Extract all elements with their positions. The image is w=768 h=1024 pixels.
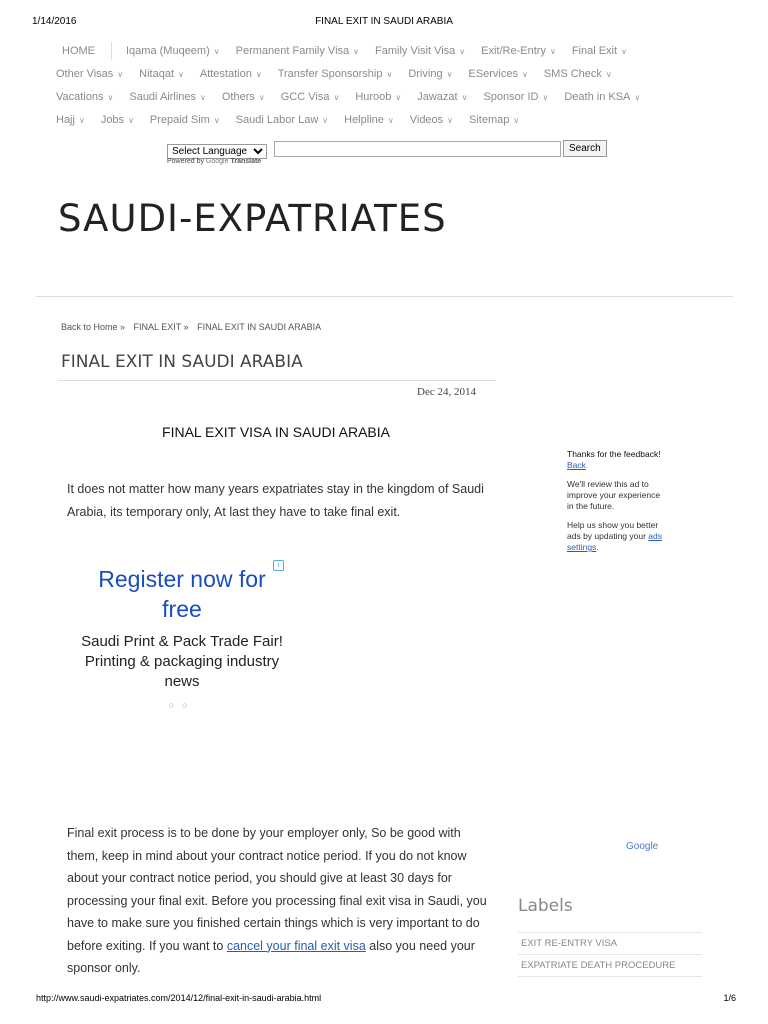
label-item-exit-reentry-visa[interactable]: EXIT RE-ENTRY VISA bbox=[518, 932, 702, 954]
chevron-down-icon: ∨ bbox=[200, 93, 206, 102]
search-input[interactable] bbox=[274, 141, 561, 157]
nav-item-videos[interactable] bbox=[410, 109, 453, 132]
chevron-down-icon: ∨ bbox=[322, 116, 329, 125]
feedback-help-text bbox=[567, 520, 667, 553]
nav-item-death-in-ksa[interactable] bbox=[564, 86, 640, 109]
chevron-down-icon: ∨ bbox=[255, 70, 262, 79]
nav-item-label: HOME bbox=[62, 45, 95, 57]
chevron-down-icon: ∨ bbox=[605, 70, 612, 79]
paragraph-text: also you need your sponsor only. bbox=[67, 938, 475, 975]
chevron-down-icon: ∨ bbox=[446, 70, 453, 79]
nav-item-exit-reentry[interactable] bbox=[481, 40, 556, 63]
google-wordmark: Google bbox=[205, 158, 229, 165]
ad-headline[interactable]: Register now for free bbox=[98, 566, 266, 622]
chevron-down-icon: ∨ bbox=[213, 47, 220, 56]
chevron-down-icon: ∨ bbox=[353, 47, 359, 56]
nav-item-other-visas[interactable] bbox=[56, 63, 123, 86]
nav-item-vacations[interactable] bbox=[56, 86, 113, 109]
nav-item-label: Jawazat bbox=[417, 91, 458, 103]
breadcrumb bbox=[61, 322, 327, 332]
nav-item-label: Hajj bbox=[56, 114, 75, 126]
nav-item-label: Saudi Labor Law bbox=[235, 114, 319, 126]
nav-item-label: Helpline bbox=[344, 114, 384, 126]
nav-item-label: Vacations bbox=[56, 91, 104, 103]
header-divider bbox=[36, 296, 733, 297]
nav-item-label: EServices bbox=[468, 68, 518, 80]
title-divider bbox=[58, 380, 496, 381]
powered-by-google bbox=[167, 158, 261, 165]
feedback-thanks-text: Thanks for the feedback! bbox=[567, 449, 661, 459]
nav-item-saudi-airlines[interactable] bbox=[129, 86, 206, 109]
chevron-down-icon: ∨ bbox=[213, 116, 220, 125]
print-date: 1/14/2016 bbox=[32, 16, 77, 27]
nav-item-attestation[interactable] bbox=[200, 63, 262, 86]
translate-widget bbox=[167, 141, 601, 159]
feedback-review-text: We'll review this ad to improve your experience in the future. bbox=[567, 479, 661, 511]
nav-item-hajj[interactable] bbox=[56, 109, 85, 132]
nav-item-label: Sponsor ID bbox=[483, 91, 539, 103]
search-button[interactable]: Search bbox=[563, 140, 607, 157]
nav-item-label: Death in KSA bbox=[564, 91, 631, 103]
nav-item-label: Huroob bbox=[355, 91, 392, 103]
article-paragraph: It does not matter how many years expatriates stay in the kingdom of Saudi Arabia, its temporary only, At last they have to take final exit. bbox=[67, 482, 484, 519]
nav-item-label: GCC Visa bbox=[280, 91, 330, 103]
nav-item-label: Others bbox=[221, 91, 255, 103]
nav-item-jawazat[interactable] bbox=[417, 86, 467, 109]
chevron-down-icon: ∨ bbox=[387, 116, 394, 125]
nav-item-label: Jobs bbox=[100, 114, 125, 126]
nav-item-label: Final Exit bbox=[571, 45, 618, 57]
nav-item-label: Nitaqat bbox=[139, 68, 174, 80]
labels-list bbox=[518, 932, 702, 977]
chevron-down-icon: ∨ bbox=[107, 93, 114, 102]
nav-item-sitemap[interactable] bbox=[469, 109, 519, 132]
chevron-down-icon: ∨ bbox=[395, 93, 402, 102]
nav-item-label: Videos bbox=[409, 114, 444, 126]
powered-by-label: Powered by bbox=[167, 158, 204, 165]
post-date: Dec 24, 2014 bbox=[417, 386, 476, 398]
nav-item-label: Transfer Sponsorship bbox=[277, 68, 383, 80]
nav-item-label: Prepaid Sim bbox=[149, 114, 210, 126]
nav-item-driving[interactable] bbox=[408, 63, 452, 86]
nav-item-eservices[interactable] bbox=[468, 63, 527, 86]
feedback-thanks bbox=[567, 449, 667, 471]
chevron-down-icon: ∨ bbox=[542, 93, 549, 102]
nav-item-final-exit[interactable] bbox=[572, 40, 627, 63]
nav-item-gcc-visa[interactable] bbox=[281, 86, 340, 109]
nav-item-huroob[interactable] bbox=[355, 86, 401, 109]
google-logo: Google bbox=[626, 841, 659, 852]
feedback-help-end: . bbox=[596, 542, 599, 552]
nav-item-label: SMS Check bbox=[543, 68, 602, 80]
chevron-down-icon: ∨ bbox=[447, 116, 454, 125]
chevron-down-icon: ∨ bbox=[621, 47, 627, 56]
ad-feedback-panel bbox=[567, 449, 667, 561]
labels-title: Labels bbox=[518, 896, 573, 916]
nav-item-label: Iqama (Muqeem) bbox=[126, 45, 210, 57]
paragraph-text: Final exit process is to be done by your employer only, So be good with them, keep in mind about your contract notice period. If you do not know about your contract notice period, you should give at least 30 days for processing your final exit. Before you processing final exit visa in Saudi, you have to make sure you finished certain things which is very important to do before exiting. If you want to bbox=[67, 826, 487, 953]
cancel-final-exit-link[interactable]: cancel your final exit visa bbox=[226, 938, 366, 953]
chevron-down-icon: ∨ bbox=[549, 47, 556, 56]
label-item-expatriate-death-procedure[interactable]: EXPATRIATE DEATH PROCEDURE bbox=[518, 954, 702, 977]
print-title: FINAL EXIT IN SAUDI ARABIA bbox=[315, 16, 453, 27]
chevron-down-icon: ∨ bbox=[513, 116, 520, 125]
translate-link[interactable]: Translate bbox=[230, 158, 262, 165]
breadcrumb-home-link[interactable]: Back to Home » bbox=[61, 322, 126, 332]
site-title[interactable]: SAUDI-EXPATRIATES bbox=[58, 197, 447, 240]
nav-item-label: Family Visit Visa bbox=[375, 45, 456, 57]
language-select[interactable] bbox=[167, 144, 267, 159]
nav-item-sponsor-id[interactable] bbox=[483, 86, 548, 109]
chevron-down-icon: ∨ bbox=[333, 93, 340, 102]
post-title: FINAL EXIT IN SAUDI ARABIA bbox=[61, 352, 303, 372]
feedback-back-link[interactable]: Back bbox=[567, 460, 586, 470]
article-paragraph bbox=[67, 822, 487, 980]
article-heading: FINAL EXIT VISA IN SAUDI ARABIA bbox=[162, 424, 390, 440]
nav-item-label: Attestation bbox=[199, 68, 252, 80]
nav-item-others[interactable] bbox=[222, 86, 265, 109]
print-page-number: 1/6 bbox=[723, 993, 736, 1003]
nav-item-sms-check[interactable] bbox=[544, 63, 612, 86]
nav-item-label: Permanent Family Visa bbox=[235, 45, 350, 57]
nav-item-permanent-family-visa[interactable] bbox=[236, 40, 359, 63]
chevron-down-icon: ∨ bbox=[521, 70, 528, 79]
chevron-down-icon: ∨ bbox=[178, 70, 184, 79]
main-nav bbox=[56, 40, 716, 132]
nav-item-label: Sitemap bbox=[469, 114, 510, 126]
breadcrumb-category-link[interactable]: FINAL EXIT » bbox=[133, 322, 189, 332]
feedback-help-label: Help us show you better ads by updating your bbox=[567, 520, 659, 541]
chevron-down-icon: ∨ bbox=[258, 93, 265, 102]
nav-item-saudi-labor-law[interactable] bbox=[236, 109, 328, 132]
adchoices-icon[interactable]: i bbox=[273, 560, 284, 571]
nav-item-family-visit-visa[interactable] bbox=[375, 40, 465, 63]
nav-item-prepaid-sim[interactable] bbox=[150, 109, 220, 132]
nav-item-helpline[interactable] bbox=[344, 109, 394, 132]
ad-banner[interactable] bbox=[80, 560, 284, 710]
print-url: http://www.saudi-expatriates.com/2014/12/final-exit-in-saudi-arabia.html bbox=[36, 993, 322, 1003]
ad-body: Saudi Print & Pack Trade Fair! Printing & packaging industry news bbox=[81, 633, 283, 690]
nav-item-transfer-sponsorship[interactable] bbox=[278, 63, 393, 86]
nav-item-home[interactable] bbox=[62, 40, 95, 63]
nav-item-jobs[interactable] bbox=[101, 109, 134, 132]
chevron-down-icon: ∨ bbox=[459, 47, 466, 56]
chevron-down-icon: ∨ bbox=[386, 70, 393, 79]
nav-separator bbox=[111, 42, 112, 60]
nav-item-label: Driving bbox=[408, 68, 443, 80]
nav-item-label: Other Visas bbox=[56, 68, 114, 80]
nav-item-nitaqat[interactable] bbox=[139, 63, 184, 86]
chevron-down-icon: ∨ bbox=[634, 93, 641, 102]
chevron-down-icon: ∨ bbox=[78, 116, 85, 125]
chevron-down-icon: ∨ bbox=[128, 116, 134, 125]
nav-item-iqama[interactable] bbox=[126, 40, 220, 63]
chevron-down-icon: ∨ bbox=[461, 93, 468, 102]
nav-item-label: Saudi Airlines bbox=[129, 91, 197, 103]
breadcrumb-current: FINAL EXIT IN SAUDI ARABIA bbox=[197, 322, 322, 332]
chevron-down-icon: ∨ bbox=[117, 70, 124, 79]
ad-pagination-dots-icon[interactable]: ○○ bbox=[168, 700, 196, 710]
ads-settings-link[interactable]: ads settings bbox=[567, 531, 662, 552]
nav-item-label: Exit/Re-Entry bbox=[481, 45, 546, 57]
